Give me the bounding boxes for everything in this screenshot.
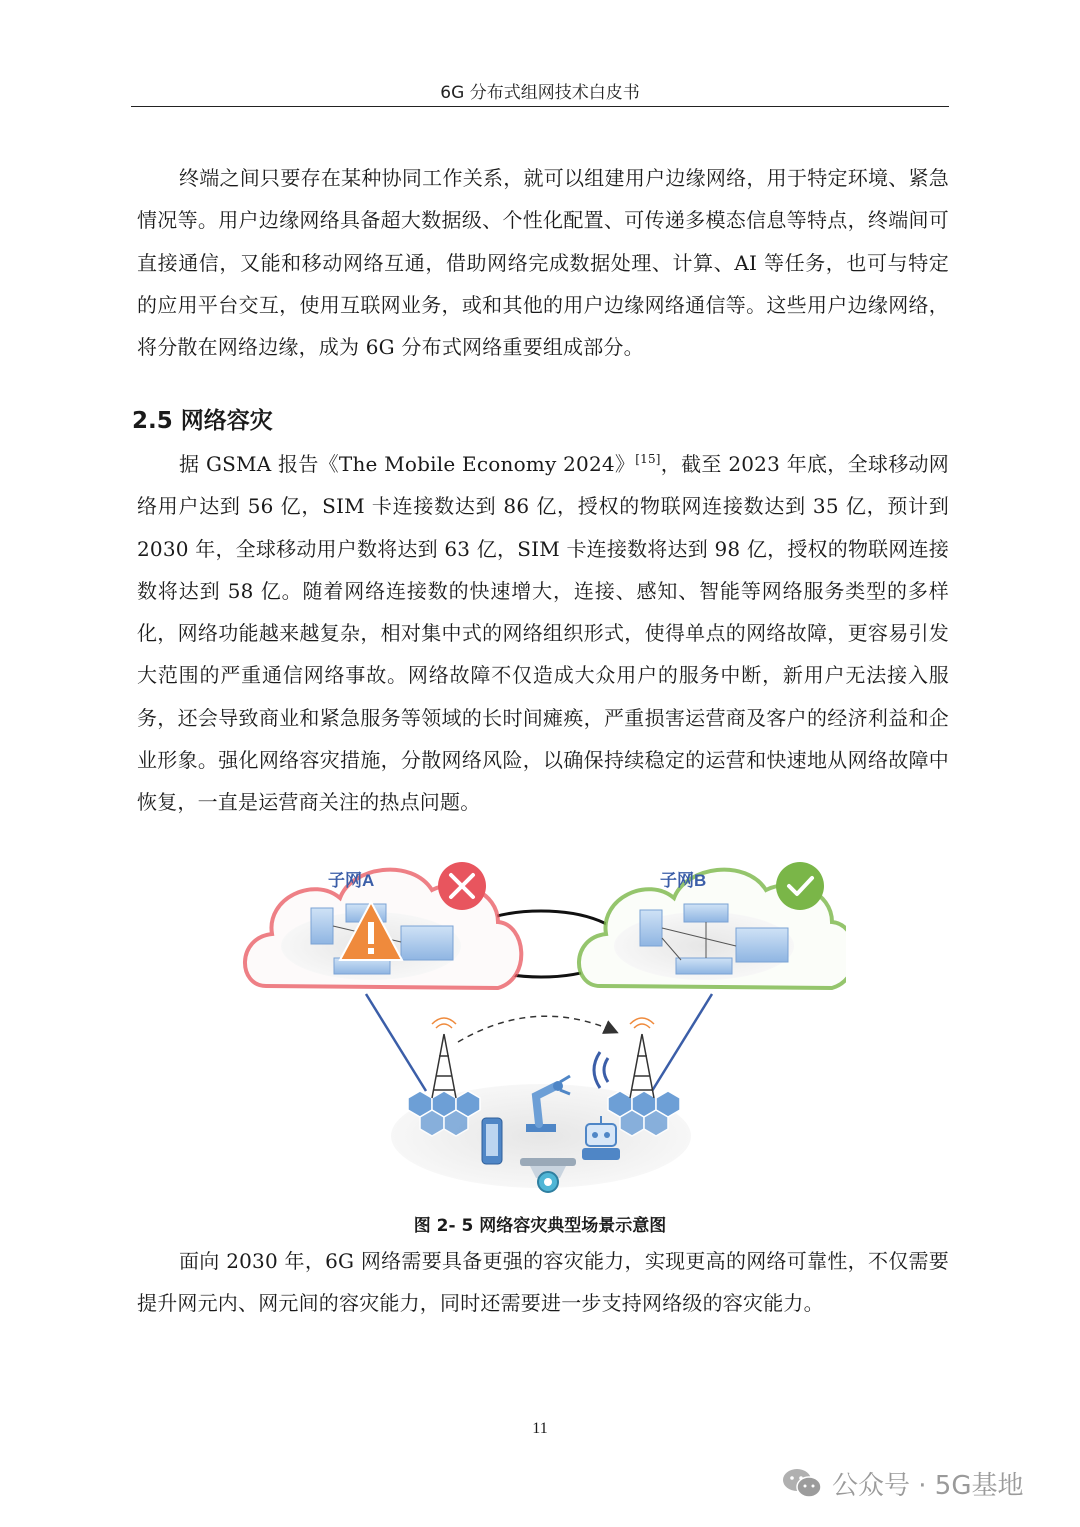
network-device-icon: [676, 958, 732, 974]
watermark-text: 公众号 · 5G基地: [832, 1470, 1024, 1501]
cell-tower-a-icon: [432, 1018, 456, 1098]
paragraph-user-edge-network: 终端之间只要存在某种协同工作关系，就可以组建用户边缘网络，用于特定环境、紧急情况等。用户边缘网络具备超大数据级、个性化配置、可传递多模态信息等特点，终端间可直接通信，又能和移动网络互通，借助网络完成数据处理、计算、AI 等任务，也可与特定的应用平台交互，使用互联网业务，或和其他的用户边缘网络通信等。这些用户边缘网络，将分散在网络边缘，成为 6G 分布式网络重要组成部分。: [137, 166, 949, 360]
handover-arrow: [458, 1016, 616, 1042]
header-rule: [131, 106, 949, 107]
watermark: [782, 1462, 1023, 1504]
backhaul-link-b: [652, 994, 712, 1091]
paragraph-text-start: 据 GSMA 报告《The Mobile Economy 2024》: [179, 452, 636, 476]
server-rack-icon: [640, 910, 662, 946]
subnet-a-cloud: [245, 862, 521, 988]
server-rack-icon: [311, 908, 333, 944]
subnet-a-label: 子网A: [328, 871, 375, 890]
check-icon: [776, 862, 824, 910]
figure-disaster-recovery-scenario: [236, 846, 846, 1206]
paragraph-text-rest: ，截至 2023 年底，全球移动网络用户达到 56 亿，SIM 卡连接数达到 86 亿，授权的物联网连接数达到 35 亿，预计到 2030 年，全球移动用户数将达到 63 亿，SIM 卡连接数将达到 98 亿，授权的物联网连接数将达到 58 亿。随着网络连接数的快速增大，连接、感知、智能等网络服务类型的多样化，网络功能越来越复杂，相对集中式的网络组织形式，使得单点的网络故障，更容易引发大范围的严重通信网络事故。网络故障不仅造成大众用户的服务中断，新用户无法接入服务，还会导致商业和紧急服务等领域的长时间瘫痪，严重损害运营商及客户的经济利益和企业形象。强化网络容灾措施，分散网络风险，以确保持续稳定的运营和快速地从网络故障中恢复，一直是运营商关注的热点问题。: [137, 452, 949, 815]
subnet-b-cloud: [579, 862, 846, 988]
running-header: 6G 分布式组网技术白皮书: [440, 83, 640, 103]
wechat-icon: [782, 1466, 822, 1500]
server-cluster-icon: [401, 926, 453, 960]
diagram-svg: [236, 846, 846, 1206]
cell-tower-b-icon: [630, 1018, 654, 1098]
page-number: 11: [532, 1420, 548, 1437]
backhaul-link-a: [366, 994, 426, 1091]
subnet-b-label: 子网B: [660, 871, 707, 890]
signal-icon: [594, 1052, 608, 1088]
paragraph-network-disaster-recovery: [137, 443, 949, 824]
section-title: 2.5 网络容灾: [132, 408, 273, 434]
server-icon: [684, 904, 728, 922]
server-cluster-icon: [736, 928, 788, 962]
citation-ref[interactable]: [15]: [635, 452, 661, 466]
figure-caption: 图 2- 5 网络容灾典型场景示意图: [413, 1216, 667, 1236]
paragraph-6g-disaster-recovery: 面向 2030 年，6G 网络需要具备更强的容灾能力，实现更高的网络可靠性，不仅需要提升网元内、网元间的容灾能力，同时还需要进一步支持网络级的容灾能力。: [137, 1249, 949, 1316]
